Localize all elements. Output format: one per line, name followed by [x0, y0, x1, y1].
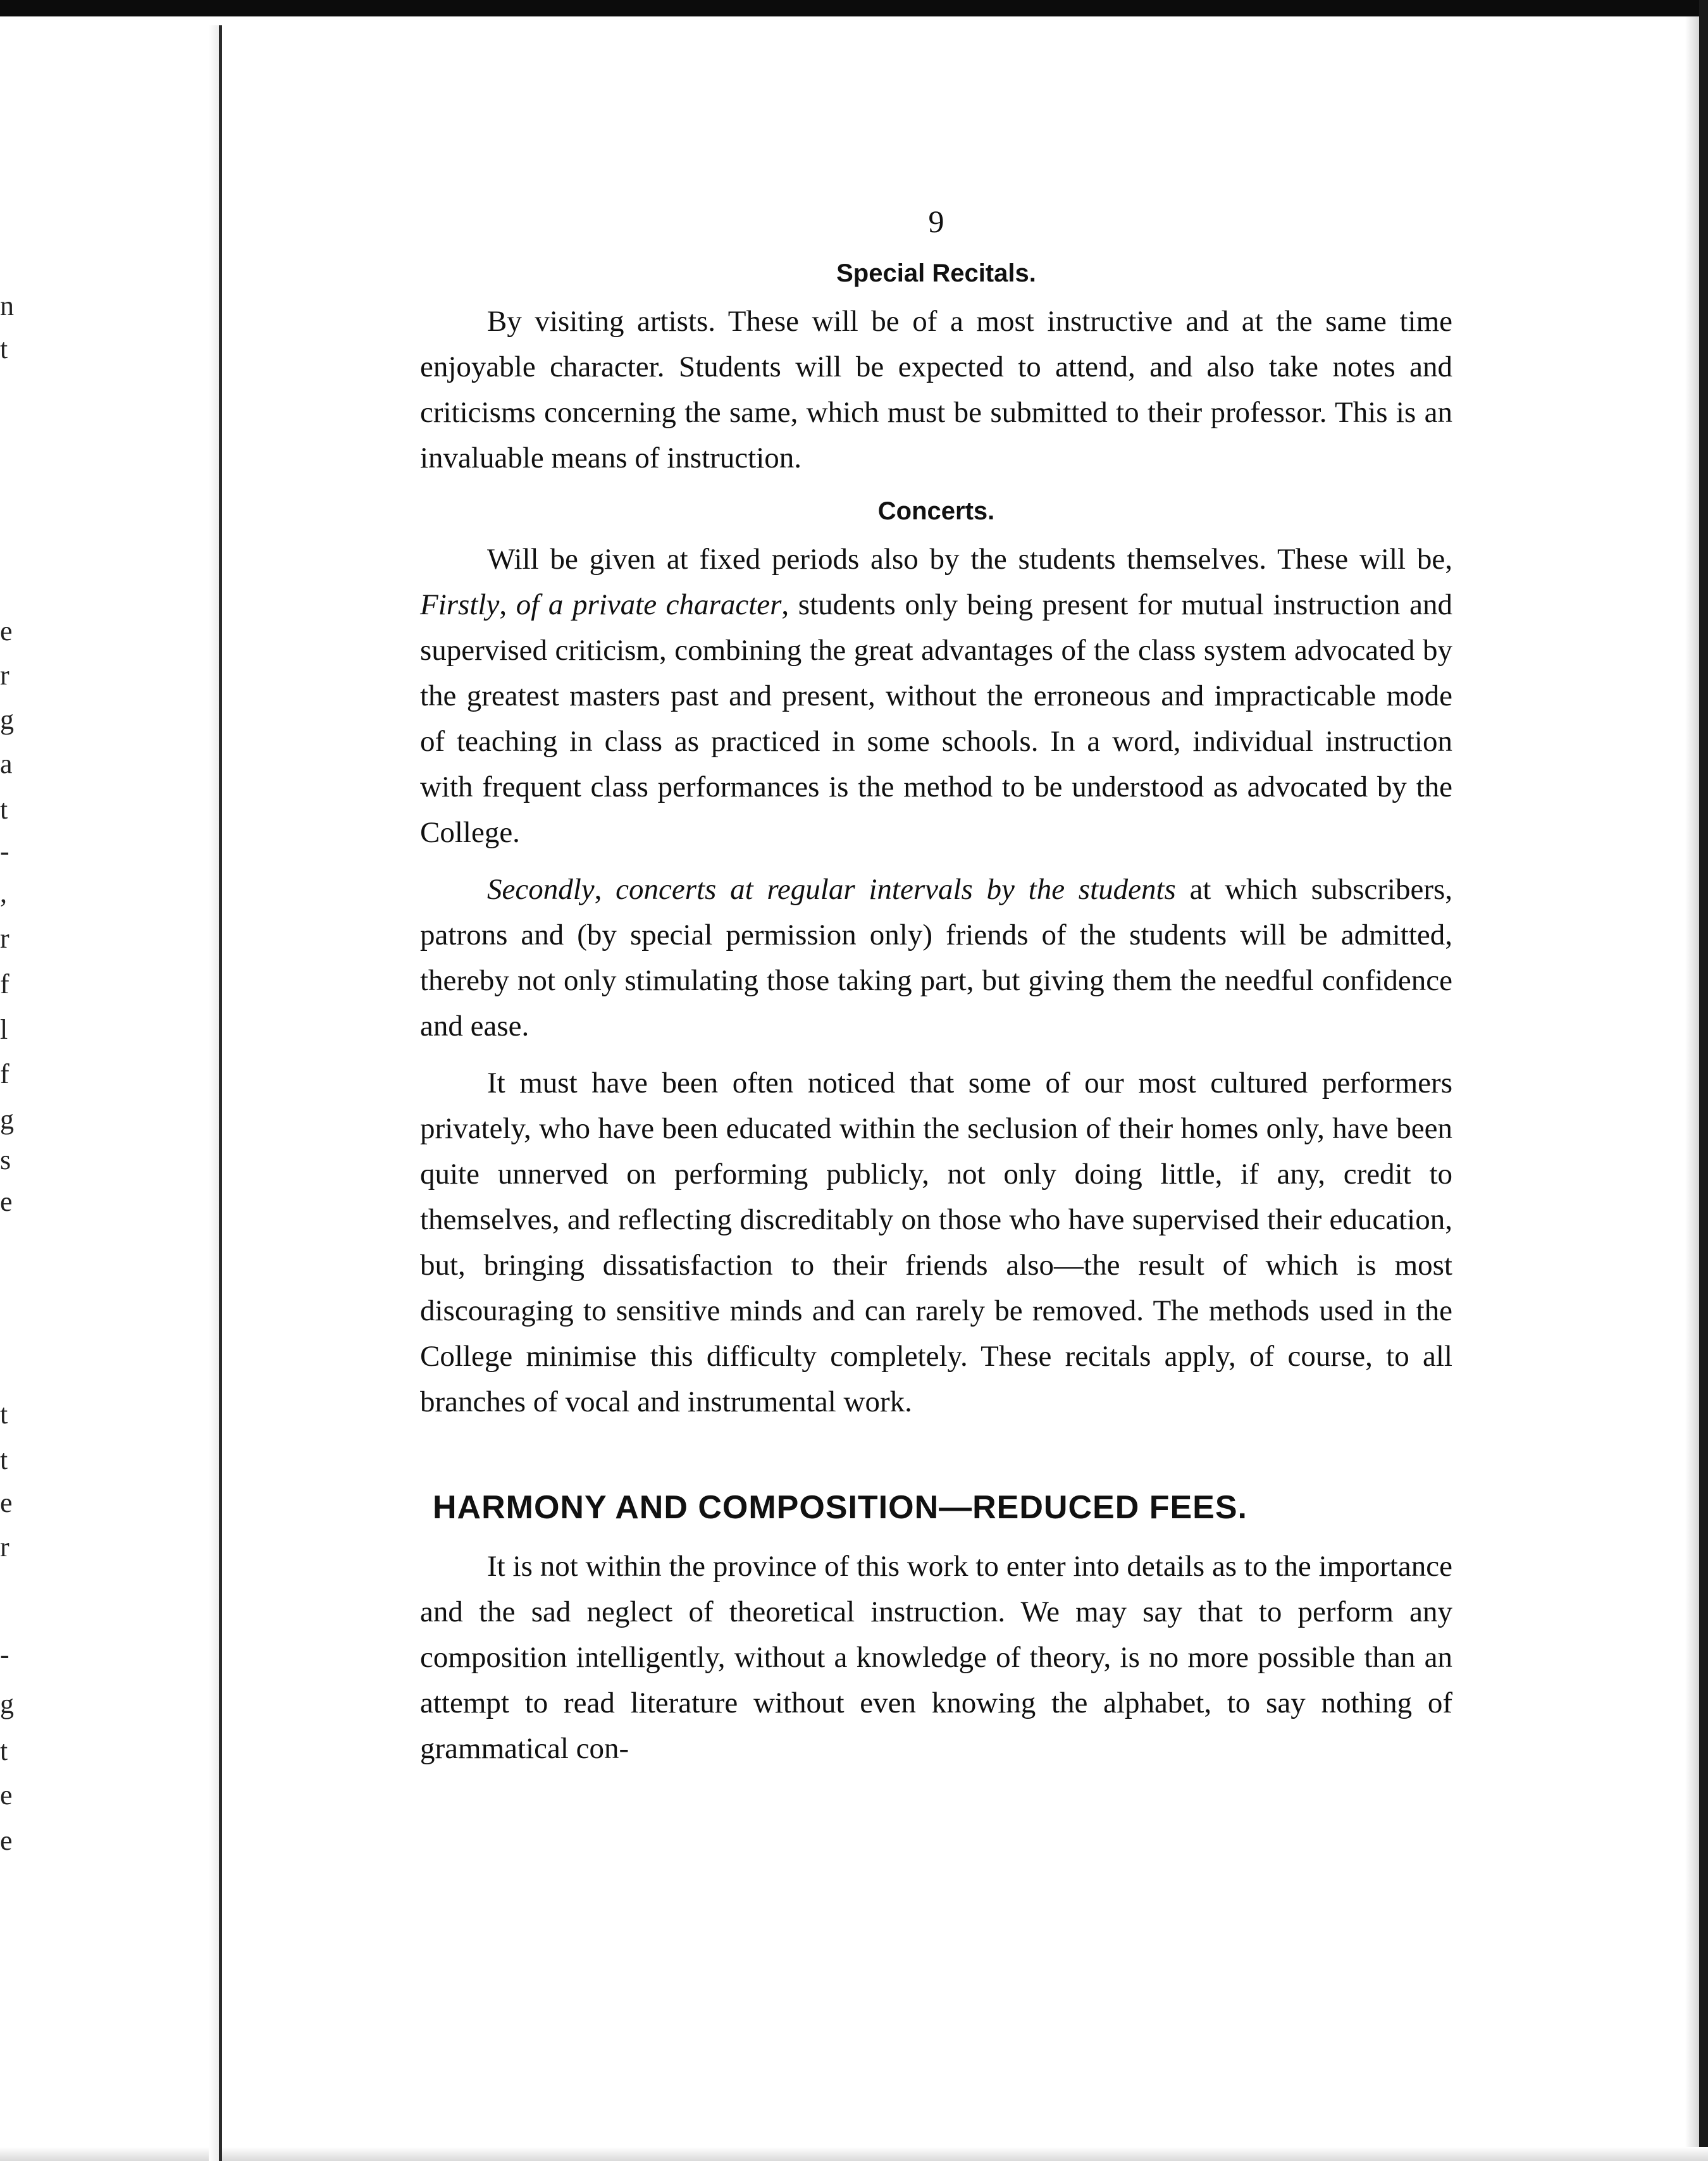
fragment-letter: - — [0, 836, 9, 867]
italic-regular-intervals: concerts at regular intervals by the students — [616, 873, 1176, 906]
page-curl-right — [1685, 16, 1699, 2161]
page-curl-bottom — [0, 2147, 1708, 2161]
text-run: , — [499, 588, 516, 621]
concerts-paragraph-2 — [420, 867, 1452, 1049]
fragment-letter: g — [0, 1688, 14, 1719]
text-run: , — [594, 873, 616, 906]
fragment-letter: t — [0, 1444, 8, 1475]
binding-gutter — [219, 25, 222, 2161]
text-run: , students only being present for mutual instruction and supervised criticism, combining the great advantages of the class system advocated by the greatest masters past and present, without the erroneous and impracticable mode of teaching in class as practiced in some schools. In a word, individual instruction with frequent class performances is the method to be understood as advocated by the College. — [420, 588, 1452, 849]
fragment-letter: e — [0, 1825, 13, 1856]
special-recitals-paragraph: By visiting artists. These will be of a most instructive and at the same time enjoyable character. Students will be expected to attend, and also take notes and criticisms concerning the same, which must be submitted to their professor. This is an invaluable means of instruction. — [420, 305, 1452, 474]
gutter-shade — [209, 25, 219, 2161]
facing-page-fragments — [0, 0, 25, 2161]
fragment-letter: g — [0, 704, 14, 735]
page-body — [420, 202, 1452, 1783]
harmony-composition-heading: HARMONY AND COMPOSITION—REDUCED FEES. — [433, 1489, 1247, 1526]
fragment-letter: t — [0, 1735, 8, 1766]
special-recitals-heading: Special Recitals. — [836, 259, 1036, 287]
fragment-letter: f — [0, 1058, 9, 1089]
concerts-paragraph-1 — [420, 536, 1452, 855]
italic-private-character: of a private character — [516, 588, 782, 621]
fragment-letter: a — [0, 748, 13, 779]
scan-right-edge — [1699, 0, 1708, 2161]
text-run: Will be given at fixed periods also by the students themselves. These will be, — [487, 543, 1452, 576]
scan-top-edge — [0, 0, 1708, 16]
fragment-letter: r — [0, 1532, 9, 1563]
fragment-letter: l — [0, 1014, 8, 1045]
fragment-letter: e — [0, 1487, 13, 1518]
fragment-letter: e — [0, 1780, 13, 1811]
fragment-letter: t — [0, 1399, 8, 1430]
fragment-letter: r — [0, 660, 9, 691]
page-number: 9 — [928, 204, 944, 239]
fragment-letter: , — [0, 877, 7, 908]
fragment-letter: t — [0, 794, 8, 825]
harmony-paragraph: It is not within the province of this work to enter into details as to the importance and the sad neglect of theoretical instruction. We may say that to perform any composition intelligently, without a knowledge of theory, is no more possible than an attempt to read literature without even knowing the alphabet, to say nothing of grammatical con- — [420, 1550, 1452, 1765]
concerts-heading: Concerts. — [877, 497, 995, 525]
fragment-letter: g — [0, 1104, 14, 1135]
fragment-letter: e — [0, 616, 13, 647]
fragment-letter: e — [0, 1186, 13, 1217]
fragment-letter: r — [0, 923, 9, 954]
italic-firstly: Firstly — [420, 588, 500, 621]
text-run: at which subscribers, patrons and (by special permission only) friends of the students will be admitted, thereby not only stimulating those taking part, but giving them the needful confidence and ease. — [420, 873, 1453, 1043]
fragment-letter: - — [0, 1639, 9, 1670]
fragment-letter: f — [0, 969, 9, 1000]
fragment-letter: n — [0, 290, 14, 321]
concerts-paragraph-3: It must have been often noticed that some of our most cultured performers privately, who have been educated within the seclusion of their homes only, have been quite unnerved on performing publicly, not only doing little, if any, credit to themselves, and reflecting discreditably on those who have supervised their education, but, bringing dissatisfaction to their friends also—the result of which is most discouraging to sensitive minds and can rarely be removed. The methods used in the College minimise this difficulty completely. These recitals apply, of course, to all branches of vocal and instrumental work. — [420, 1067, 1452, 1418]
fragment-letter: t — [0, 333, 8, 364]
italic-secondly: Secondly — [487, 873, 595, 906]
fragment-letter: s — [0, 1144, 11, 1175]
